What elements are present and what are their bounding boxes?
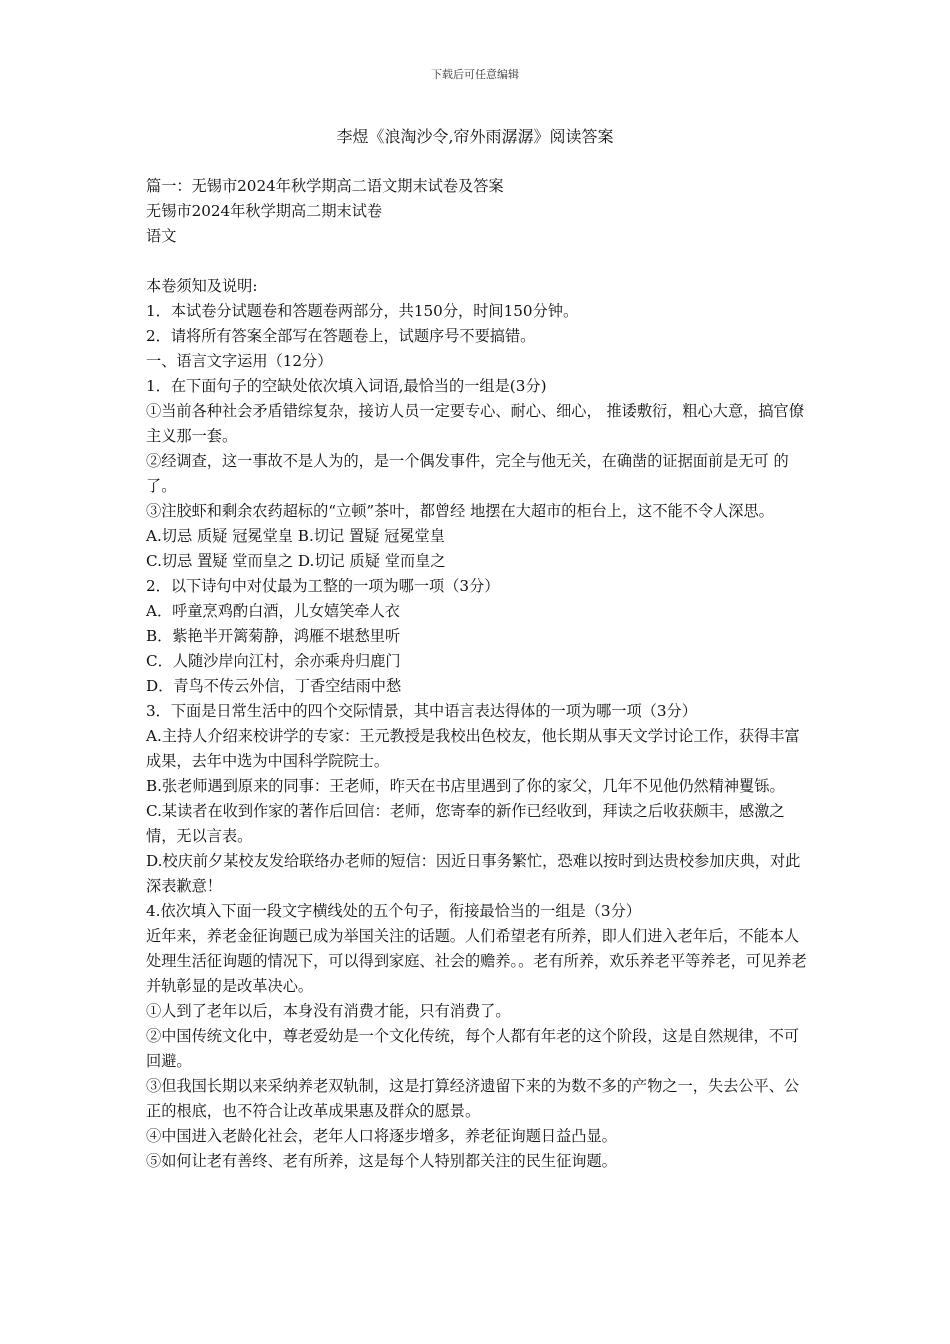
question: 2．以下诗句中对仗最为工整的一项为哪一项（3分） [146,577,500,595]
paragraph: ③注胶虾和剩余农药超标的“立顿”茶叶，都曾经 地摆在大超市的柜台上，这不能不令人深思。 [146,502,774,520]
option: A.切忌 质疑 冠冕堂皇 B.切记 置疑 冠冕堂皇 [146,527,445,545]
paragraph: ④中国进入老龄化社会，老年人口将逐步增多，养老征询题日益凸显。 [146,1127,617,1145]
option: C.某读者在收到作家的著作后回信：老师，您寄奉的新作已经收到，拜读之后收获颇丰，感激之情，无以言表。 [146,802,785,845]
paragraph: ②经调查，这一事故不是人为的，是一个偶发事件，完全与他无关，在确凿的证据面前是无可 的了。 [146,452,789,495]
option: C．人随沙岸向江村，余亦乘舟归鹿门 [146,652,401,670]
blank-line [146,249,808,274]
page-header: 下载后可任意编辑 [431,68,519,81]
document-body [146,174,808,1174]
paragraph: 2．请将所有答案全部写在答题卷上，试题序号不要搞错。 [146,327,536,345]
paragraph: 一、语言文字运用（12分） [146,352,333,370]
paragraph: 近年来，养老金征询题已成为举国关注的话题。人们希望老有所养，即人们进入老年后，不能本人处理生活征询题的情况下，可以得到家庭、社会的赡养。。老有所养，欢乐养老平等养老，可见养老并轨彰显的是改革决心。 [146,927,807,995]
option: D．青鸟不传云外信，丁香空结雨中愁 [146,677,402,695]
paragraph: 本卷须知及说明: [146,277,258,295]
option: A．呼童烹鸡酌白酒，儿女嬉笑牵人衣 [146,602,400,620]
paragraph: ①人到了老年以后，本身没有消费才能，只有消费了。 [146,1002,511,1020]
option: D.校庆前夕某校友发给联络办老师的短信：因近日事务繁忙，恐难以按时到达贵校参加庆典，对此深表歉意！ [146,852,801,895]
section-heading: 篇一：无锡市2024年秋学期高二语文期末试卷及答案 [146,177,504,195]
subject: 语文 [146,227,177,245]
option: A.主持人介绍来校讲学的专家：王元教授是我校出色校友，他长期从事天文学讨论工作，获得丰富成果，去年中选为中国科学院院士。 [146,727,800,770]
paragraph: 1．本试卷分试题卷和答题卷两部分，共150分，时间150分钟。 [146,302,579,320]
option: B．紫艳半开篱菊静，鸿雁不堪愁里听 [146,627,401,645]
exam-title: 无锡市2024年秋学期高二期末试卷 [146,202,383,220]
paragraph: ①当前各种社会矛盾错综复杂，接访人员一定要专心、耐心、细心， 推诿敷衍，粗心大意，搞官僚主义那一套。 [146,402,804,445]
question: 4.依次填入下面一段文字横线处的五个句子，衔接最恰当的一组是（3分） [146,902,641,920]
paragraph: ②中国传统文化中，尊老爱幼是一个文化传统，每个人都有年老的这个阶段，这是自然规律，不可回避。 [146,1027,800,1070]
option: C.切忌 置疑 堂而皇之 D.切记 质疑 堂而皇之 [146,552,446,570]
option: B.张老师遇到原来的同事：王老师，昨天在书店里遇到了你的家父，几年不见他仍然精神矍铄。 [146,777,785,795]
question: 1．在下面句子的空缺处依次填入词语,最恰当的一组是(3分) [146,377,547,395]
document-title: 李煜《浪淘沙令,帘外雨潺潺》阅读答案 [336,127,614,146]
question: 3．下面是日常生活中的四个交际情景，其中语言表达得体的一项为哪一项（3分） [146,702,697,720]
paragraph: ③但我国长期以来采纳养老双轨制，这是打算经济遗留下来的为数不多的产物之一，失去公平、公正的根底，也不符合让改革成果惠及群众的愿景。 [146,1077,800,1120]
paragraph: ⑤如何让老有善终、老有所养，这是每个人特别都关注的民生征询题。 [146,1152,617,1170]
